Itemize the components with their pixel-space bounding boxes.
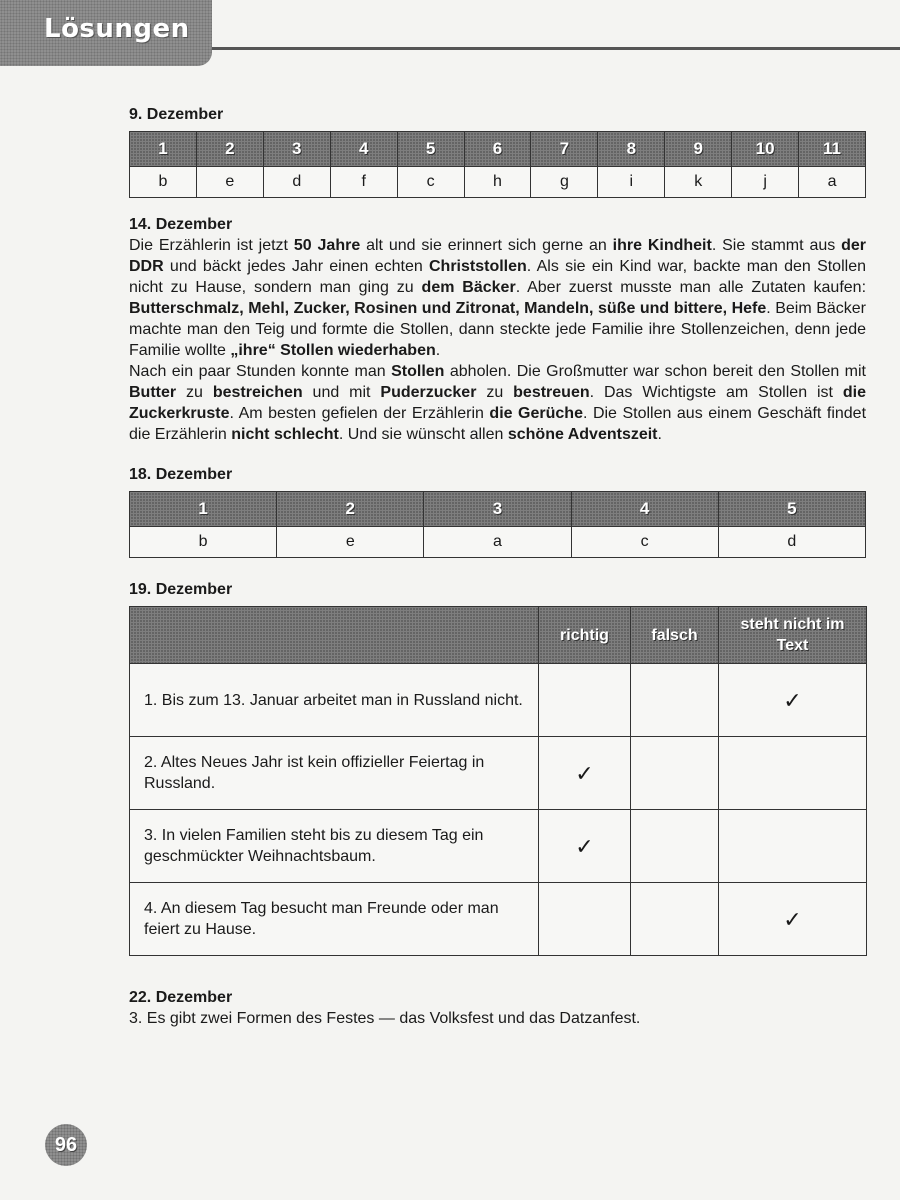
column-number: 5: [397, 132, 464, 167]
key-phrase: Puderzucker: [380, 384, 477, 401]
answer-table-dec18: [129, 491, 866, 558]
section-title-dec18: 18. Dezember: [129, 466, 233, 483]
answer-cell: f: [330, 167, 397, 198]
section-dec18: [129, 465, 866, 558]
answer-mark-cell: [631, 664, 719, 737]
column-number: 3: [263, 132, 330, 167]
text-segment: . Am besten gefielen der Erzählerin: [229, 405, 490, 422]
solutions-content: [129, 105, 866, 1029]
answer-mark-cell: [539, 737, 631, 810]
text-segment: . Beim Bäcker machte man den Teig und formte die Stollen, dann steckte jede Familie ihre Stollenzeichen, denn jede Familie wollte: [129, 300, 866, 359]
text-segment: und mit: [302, 384, 381, 401]
key-phrase: bestreuen: [513, 384, 590, 401]
text-segment: .: [657, 426, 662, 443]
paragraph-dec14-1: [129, 235, 866, 361]
column-number: 1: [130, 132, 197, 167]
check-mark-icon: ✓: [783, 906, 802, 932]
true-false-header: [130, 607, 867, 664]
key-phrase: bestreichen: [212, 384, 303, 401]
answer-cell: b: [130, 167, 197, 198]
answer-mark-cell: [719, 810, 867, 883]
text-segment: . Sie stammt aus: [711, 237, 842, 254]
statement-cell: 1. Bis zum 13. Januar arbeitet man in Russland nicht.: [130, 664, 539, 737]
header-tab: [0, 0, 212, 66]
check-mark-icon: ✓: [575, 760, 594, 786]
section-dec19: [129, 580, 866, 956]
answer-cell: b: [130, 527, 277, 558]
table-row: [130, 737, 867, 810]
text-segment: Die Erzählerin ist jetzt: [129, 237, 294, 254]
answer-mark-cell: [539, 883, 631, 956]
answer-mark-cell: [719, 883, 867, 956]
text-segment: . Als sie ein Kind war, backte man den Stollen nicht zu Hause, sondern man ging zu: [129, 258, 866, 296]
answer-cell: e: [277, 527, 424, 558]
section-dec9: [129, 105, 866, 198]
answer-cell: c: [571, 527, 718, 558]
table-row: [130, 810, 867, 883]
column-number: 10: [732, 132, 799, 167]
column-number: 3: [424, 492, 571, 527]
answer-table-header: [130, 492, 866, 527]
column-number: 4: [571, 492, 718, 527]
header-statement: [130, 607, 539, 664]
key-phrase: schöne Adventszeit: [507, 426, 658, 443]
column-number: 7: [531, 132, 598, 167]
section-title-dec22: 22. Dezember: [129, 989, 233, 1006]
answer-table-dec9: [129, 131, 866, 198]
key-phrase: Stollen: [391, 363, 445, 380]
key-phrase: Butterschmalz, Mehl, Zucker, Rosinen und Zitronat, Mandeln, süße und bittere, Hefe: [129, 300, 767, 317]
header-falsch: falsch: [631, 607, 719, 664]
key-phrase: Christstollen: [429, 258, 527, 275]
column-number: 1: [130, 492, 277, 527]
column-number: 8: [598, 132, 665, 167]
answer-table-row: [130, 167, 866, 198]
statement-cell: 3. In vielen Familien steht bis zu diesem Tag ein geschmückter Weihnachtsbaum.: [130, 810, 539, 883]
key-phrase: der DDR: [129, 237, 867, 275]
answer-table-row: [130, 527, 866, 558]
key-phrase: „ihre“ Stollen wiederhaben: [230, 342, 436, 359]
true-false-body: [130, 664, 867, 956]
answer-table-header: [130, 132, 866, 167]
answer-cell: i: [598, 167, 665, 198]
key-phrase: dem Bäcker: [421, 279, 516, 296]
text-segment: . Die Stollen aus einem Geschäft findet die Erzählerin: [129, 405, 867, 443]
column-number: 6: [464, 132, 531, 167]
statement-cell: 4. An diesem Tag besucht man Freunde oder man feiert zu Hause.: [130, 883, 539, 956]
header-steht-nicht-im-text: steht nicht im Text: [719, 607, 867, 664]
key-phrase: Butter: [129, 384, 177, 401]
answer-mark-cell: [719, 737, 867, 810]
answer-cell: c: [397, 167, 464, 198]
text-segment: . Und sie wünscht allen: [338, 426, 508, 443]
answer-cell: a: [424, 527, 571, 558]
key-phrase: nicht schlecht: [231, 426, 339, 443]
header-richtig: richtig: [539, 607, 631, 664]
check-mark-icon: ✓: [783, 687, 802, 713]
column-number: 4: [330, 132, 397, 167]
answer-cell: h: [464, 167, 531, 198]
text-segment: . Aber zuerst musste man alle Zutaten kaufen:: [515, 279, 867, 296]
text-segment: Nach ein paar Stunden konnte man: [129, 363, 392, 380]
text-segment: alt und sie erinnert sich gerne an: [360, 237, 613, 254]
page-number: 96: [45, 1124, 87, 1166]
key-phrase: die Zuckerkruste: [129, 384, 867, 422]
answer-mark-cell: [631, 810, 719, 883]
answer-cell: d: [263, 167, 330, 198]
text-segment: und bäckt jedes Jahr einen echten: [163, 258, 429, 275]
paragraph-dec22: 3. Es gibt zwei Formen des Festes — das Volksfest und das Datzanfest.: [129, 1010, 641, 1027]
section-title-dec19: 19. Dezember: [129, 581, 233, 598]
true-false-table: [129, 606, 867, 956]
text-segment: .: [435, 342, 441, 359]
statement-cell: 2. Altes Neues Jahr ist kein offizieller Feiertag in Russland.: [130, 737, 539, 810]
answer-cell: g: [531, 167, 598, 198]
answer-cell: e: [196, 167, 263, 198]
header-rule: [212, 47, 900, 50]
header-title: Lösungen: [44, 14, 190, 44]
check-mark-icon: ✓: [575, 833, 594, 859]
column-number: 2: [277, 492, 424, 527]
column-number: 9: [665, 132, 732, 167]
text-segment: zu: [476, 384, 514, 401]
paragraph-dec14-2: [129, 361, 866, 445]
text-segment: abholen. Die Großmutter war schon bereit den Stollen mit: [444, 363, 867, 380]
text-segment: zu: [176, 384, 213, 401]
answer-mark-cell: [719, 664, 867, 737]
table-row: [130, 664, 867, 737]
section-title-dec9: 9. Dezember: [129, 106, 224, 123]
answer-cell: d: [718, 527, 865, 558]
table-row: [130, 883, 867, 956]
section-title-dec14: 14. Dezember: [129, 216, 233, 233]
column-number: 5: [718, 492, 865, 527]
section-dec22: [129, 988, 866, 1029]
text-segment: . Das Wichtigste am Stollen ist: [589, 384, 843, 401]
answer-cell: k: [665, 167, 732, 198]
key-phrase: die Gerüche: [489, 405, 583, 422]
key-phrase: ihre Kindheit: [612, 237, 712, 254]
answer-mark-cell: [539, 664, 631, 737]
answer-mark-cell: [539, 810, 631, 883]
answer-cell: j: [732, 167, 799, 198]
key-phrase: 50 Jahre: [293, 237, 361, 254]
section-dec14: [129, 215, 866, 445]
column-number: 11: [799, 132, 866, 167]
answer-mark-cell: [631, 883, 719, 956]
column-number: 2: [196, 132, 263, 167]
answer-cell: a: [799, 167, 866, 198]
answer-mark-cell: [631, 737, 719, 810]
